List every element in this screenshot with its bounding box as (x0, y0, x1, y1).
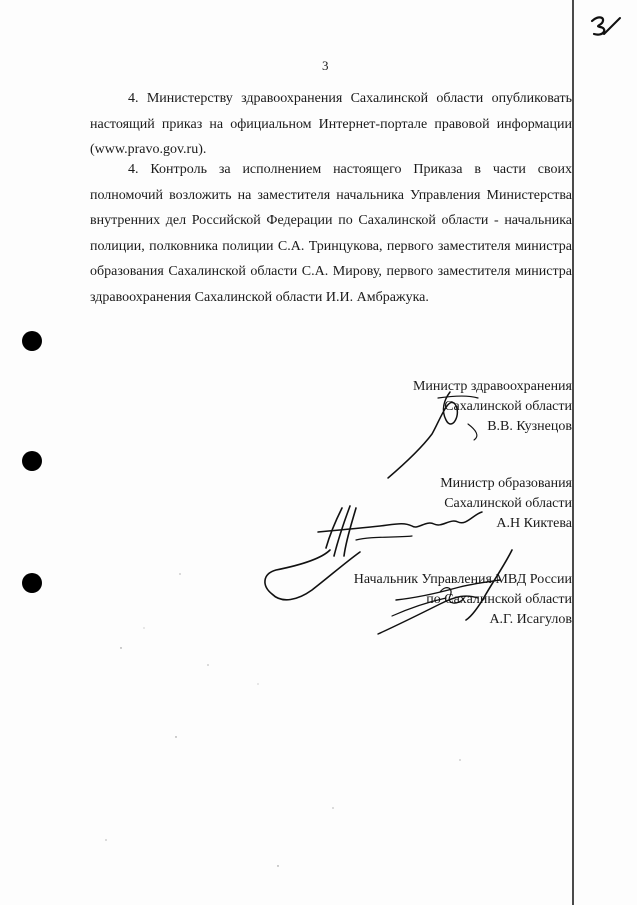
signatory-region: Сахалинской области (444, 399, 572, 414)
scan-edge-line (572, 0, 574, 905)
paragraph-control-text: полномочий возложить на заместителя начальника Управления Министерства внутренних дел Российской Федерации по Сахалинской области - начальника полиции, полковника полиции С.А. Тринцукова, первого заместителя министра образования Сахалинской области С.А. Мирову, первого заместителя министра здравоохранения Сахалинской области И.И. Амбражука. (90, 187, 572, 305)
page-number: 3 (322, 58, 329, 73)
signature-block-health-minister (413, 377, 572, 437)
signature-block-education-minister (440, 474, 572, 534)
signatory-region: Сахалинской области (444, 496, 572, 511)
punch-hole (22, 573, 42, 593)
paragraph-publication-text: 4. Министерству здравоохранения Сахалинской области опубликовать настоящий приказ на официальном Интернет-портале правовой информации (www.pravo.gov.ru). (90, 91, 572, 157)
signatory-title: Начальник Управления МВД России (353, 572, 572, 587)
signatory-title: Министр образования (440, 476, 572, 491)
signatory-region: по Сахалинской области (426, 592, 572, 607)
paragraph-control (90, 157, 572, 310)
punch-hole (22, 451, 42, 471)
paragraph-publication (90, 86, 572, 163)
signatory-name: В.В. Кузнецов (487, 419, 572, 434)
signatory-name: А.Г. Исагулов (489, 612, 572, 627)
signature-block-mvd-head (354, 570, 572, 630)
paragraph-control-first-line: 4. Контроль за исполнением настоящего Приказа в части своих (128, 162, 572, 177)
signatory-title: Министр здравоохранения (412, 379, 572, 394)
punch-hole (22, 331, 42, 351)
signatory-name: А.Н Киктева (496, 516, 572, 531)
signature-stroke-kikteva (326, 506, 356, 556)
handwritten-page-mark (586, 12, 626, 40)
